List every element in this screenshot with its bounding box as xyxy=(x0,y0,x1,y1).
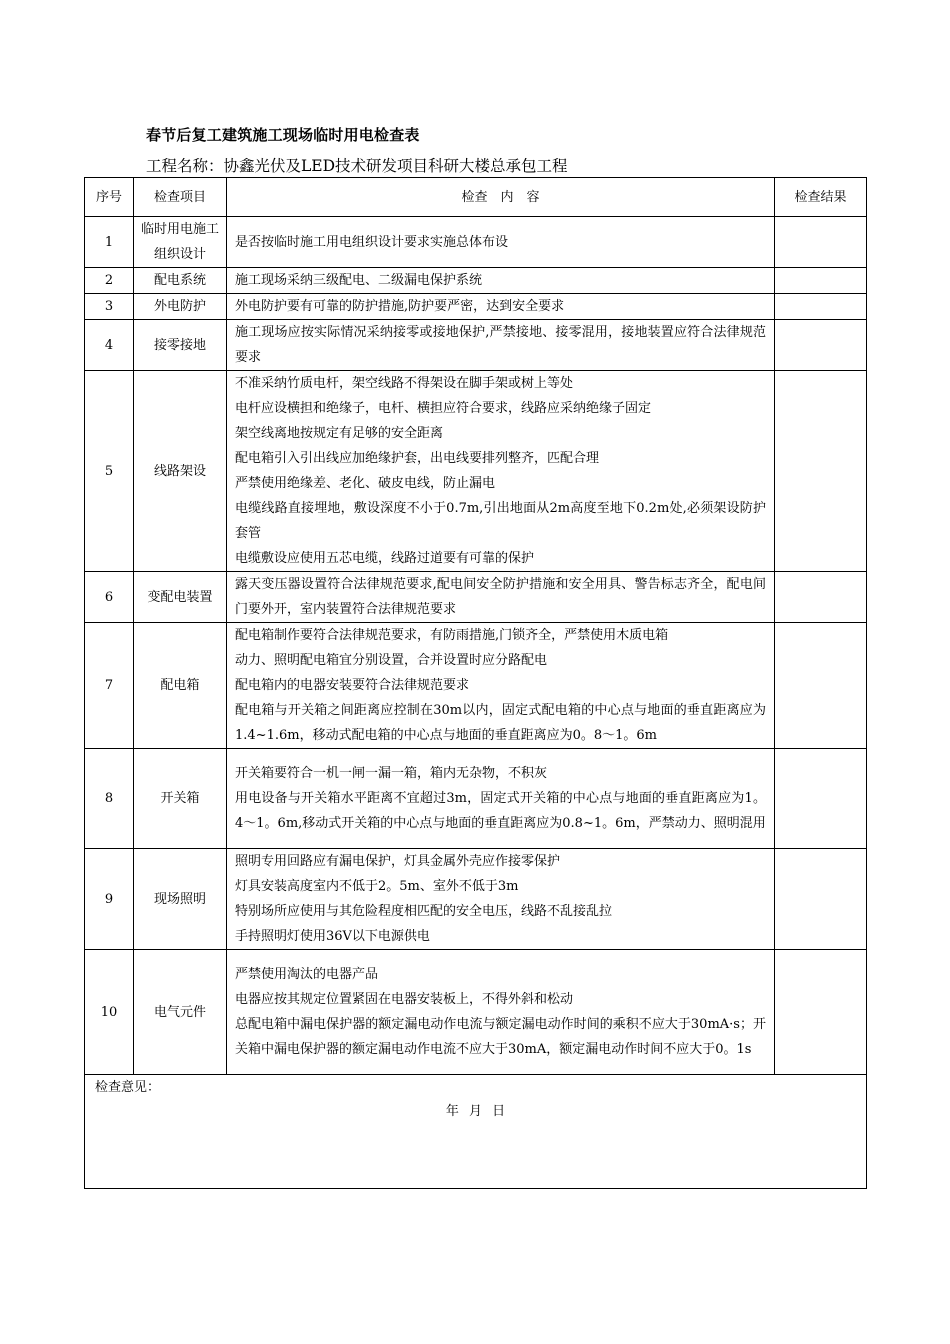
check-content xyxy=(227,294,775,320)
header-no: 序号 xyxy=(85,178,134,217)
check-result-cell[interactable] xyxy=(775,268,867,294)
check-result-cell[interactable] xyxy=(775,320,867,371)
check-item: 配电系统 xyxy=(134,268,227,294)
table-row xyxy=(85,268,867,294)
project-name: 工程名称：协鑫光伏及LED技术研发项目科研大楼总承包工程 xyxy=(146,157,568,175)
content-line: 严禁使用绝缘差、老化、破皮电线，防止漏电 xyxy=(235,476,496,491)
content-line: 严禁使用淘汰的电器产品 xyxy=(235,967,379,982)
check-result-cell[interactable] xyxy=(775,623,867,749)
row-number: 6 xyxy=(85,572,134,623)
table-row xyxy=(85,849,867,950)
row-number: 7 xyxy=(85,623,134,749)
content-line: 是否按临时施工用电组织设计要求实施总体布设 xyxy=(235,234,509,250)
table-row xyxy=(85,623,867,749)
table-row xyxy=(85,371,867,572)
content-line: 配电箱内的电器安装要符合法律规范要求 xyxy=(235,678,470,693)
content-line: 电器应按其规定位置紧固在电器安装板上，不得外斜和松动 xyxy=(235,992,574,1007)
check-content xyxy=(227,371,775,572)
check-item: 现场照明 xyxy=(134,849,227,950)
check-result-cell[interactable] xyxy=(775,217,867,268)
check-result-cell[interactable] xyxy=(775,371,867,572)
content-line: 配电箱与开关箱之间距离应控制在30m以内，固定式配电箱的中心点与地面的垂直距离应为1.4~1.6m，移动式配电箱的中心点与地面的垂直距离应为0。8～1。6m xyxy=(235,703,766,743)
row-number: 3 xyxy=(85,294,134,320)
opinion-cell[interactable] xyxy=(85,1075,867,1189)
content-line: 露天变压器设置符合法律规范要求,配电间安全防护措施和安全用具、警告标志齐全，配电间门要外开，室内装置符合法律规范要求 xyxy=(235,577,766,617)
check-content xyxy=(227,320,775,371)
row-number: 5 xyxy=(85,371,134,572)
table-row xyxy=(85,572,867,623)
table-row xyxy=(85,950,867,1075)
check-result-cell[interactable] xyxy=(775,572,867,623)
check-content xyxy=(227,217,775,268)
content-line: 不准采纳竹质电杆，架空线路不得架设在脚手架或树上等处 xyxy=(235,376,574,391)
header-item: 检查项目 xyxy=(134,178,227,217)
check-content xyxy=(227,749,775,849)
content-line: 电缆敷设应使用五芯电缆，线路过道要有可靠的保护 xyxy=(235,551,535,566)
check-item: 配电箱 xyxy=(134,623,227,749)
content-line: 手持照明灯使用36V以下电源供电 xyxy=(235,929,430,944)
check-item: 电气元件 xyxy=(134,950,227,1075)
row-number: 1 xyxy=(85,217,134,268)
check-item: 外电防护 xyxy=(134,294,227,320)
check-item: 开关箱 xyxy=(134,749,227,849)
row-number: 10 xyxy=(85,950,134,1075)
header-content: 检查 内 容 xyxy=(227,178,775,217)
inspection-table xyxy=(84,177,867,1189)
date-label: 年 月 日 xyxy=(445,1104,506,1119)
check-content xyxy=(227,572,775,623)
check-item: 临时用电施工组织设计 xyxy=(134,217,227,268)
row-number: 2 xyxy=(85,268,134,294)
table-row xyxy=(85,217,867,268)
content-line: 施工现场应按实际情况采纳接零或接地保护,严禁接地、接零混用，接地装置应符合法律规范要求 xyxy=(235,325,766,365)
content-line: 总配电箱中漏电保护器的额定漏电动作电流与额定漏电动作时间的乘积不应大于30mA·s；开关箱中漏电保护器的额定漏电动作电流不应大于30mA，额定漏电动作时间不应大于0。1s xyxy=(235,1017,766,1057)
check-content xyxy=(227,950,775,1075)
header-result: 检查结果 xyxy=(775,178,867,217)
content-line: 外电防护要有可靠的防护措施,防护要严密，达到安全要求 xyxy=(235,299,565,314)
check-content xyxy=(227,623,775,749)
content-line: 施工现场采纳三级配电、二级漏电保护系统 xyxy=(235,273,483,288)
row-number: 9 xyxy=(85,849,134,950)
check-result-cell[interactable] xyxy=(775,749,867,849)
opinion-label: 检查意见： xyxy=(95,1080,161,1095)
check-item: 变配电装置 xyxy=(134,572,227,623)
content-line: 配电箱制作要符合法律规范要求，有防雨措施,门锁齐全，严禁使用木质电箱 xyxy=(235,628,669,643)
content-line: 架空线离地按规定有足够的安全距离 xyxy=(235,426,444,441)
opinion-row xyxy=(85,1075,867,1189)
check-content xyxy=(227,849,775,950)
table-row xyxy=(85,749,867,849)
content-line: 灯具安装高度室内不低于2。5m、室外不低于3m xyxy=(235,879,519,894)
content-line: 电缆线路直接埋地，敷设深度不小于0.7m,引出地面从2m高度至地下0.2m处,必须架设防护套管 xyxy=(235,501,766,541)
check-item: 接零接地 xyxy=(134,320,227,371)
content-line: 电杆应设横担和绝缘子，电杆、横担应符合要求，线路应采纳绝缘子固定 xyxy=(235,401,652,416)
check-result-cell[interactable] xyxy=(775,849,867,950)
table-row xyxy=(85,320,867,371)
content-line: 用电设备与开关箱水平距离不宜超过3m，固定式开关箱的中心点与地面的垂直距离应为1。4～1。6m,移动式开关箱的中心点与地面的垂直距离应为0.8~1。6m，严禁动力、照明混用 xyxy=(235,791,766,831)
row-number: 8 xyxy=(85,749,134,849)
table-row xyxy=(85,294,867,320)
document-title: 春节后复工建筑施工现场临时用电检查表 xyxy=(146,126,420,144)
table-header-row xyxy=(85,178,867,217)
content-line: 照明专用回路应有漏电保护，灯具金属外壳应作接零保护 xyxy=(235,854,561,869)
content-line: 特别场所应使用与其危险程度相匹配的安全电压，线路不乱接乱拉 xyxy=(235,904,613,919)
content-line: 动力、照明配电箱宜分别设置，合并设置时应分路配电 xyxy=(235,653,548,668)
content-line: 配电箱引入引出线应加绝缘护套，出电线要排列整齐，匹配合理 xyxy=(235,451,600,466)
check-item: 线路架设 xyxy=(134,371,227,572)
check-content xyxy=(227,268,775,294)
check-result-cell[interactable] xyxy=(775,950,867,1075)
content-line: 开关箱要符合一机一闸一漏一箱，箱内无杂物，不积灰 xyxy=(235,766,548,781)
row-number: 4 xyxy=(85,320,134,371)
check-result-cell[interactable] xyxy=(775,294,867,320)
